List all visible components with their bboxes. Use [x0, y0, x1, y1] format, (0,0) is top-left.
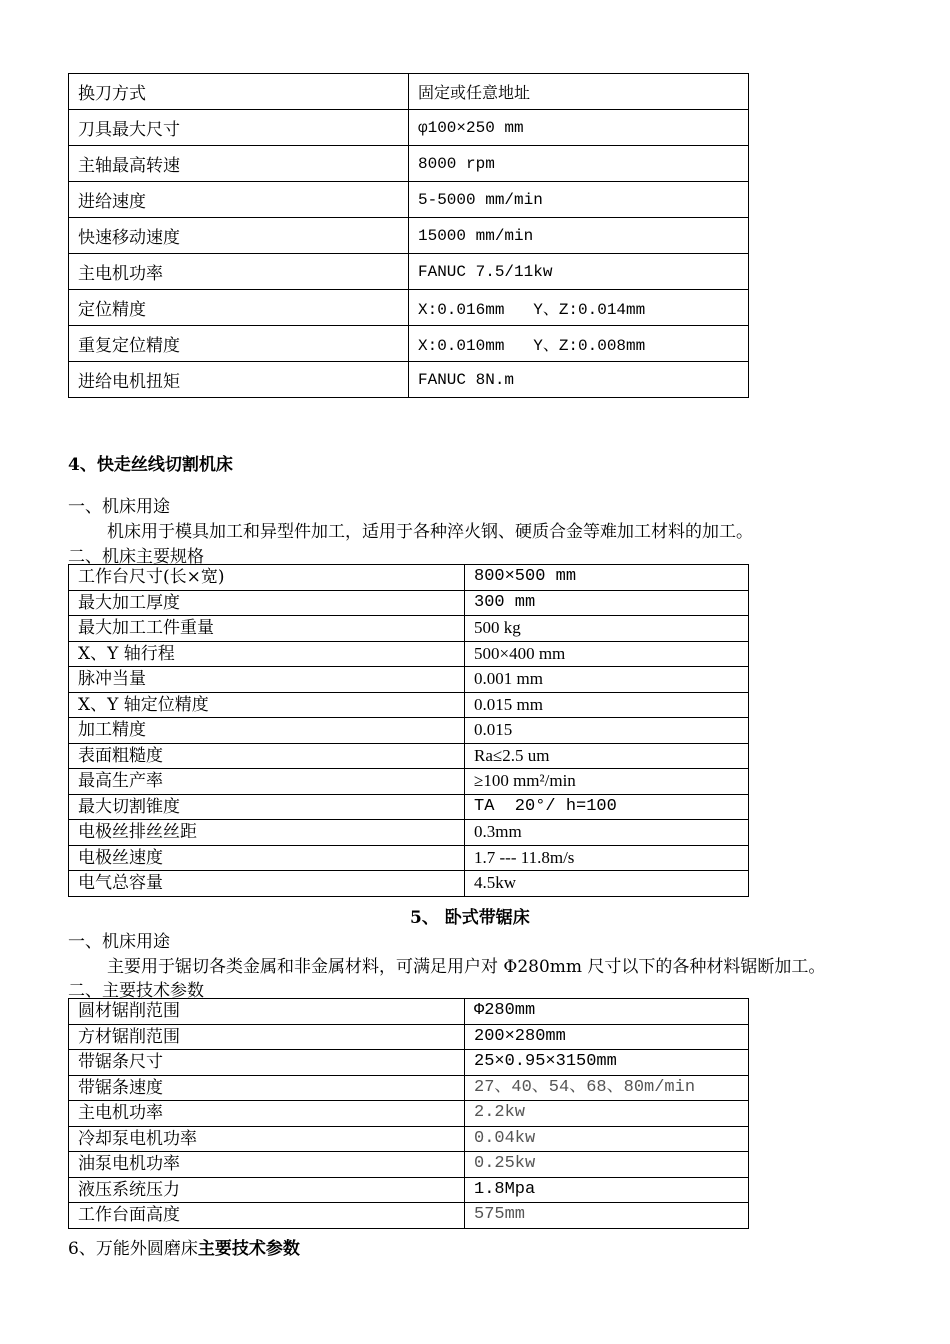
spec-label: 主电机功率 [69, 1101, 465, 1127]
spec-label: 主轴最高转速 [69, 146, 409, 182]
spec-label: 工作台尺寸(长×宽) [69, 565, 465, 591]
table-row [69, 999, 749, 1025]
table-row [69, 1050, 749, 1076]
table-row [69, 1203, 749, 1229]
table-row [69, 616, 749, 642]
spec-value: φ100×250 mm [409, 110, 749, 146]
spec-label: 液压系统压力 [69, 1177, 465, 1203]
table-row [69, 290, 749, 326]
spec-label: 冷却泵电机功率 [69, 1126, 465, 1152]
spec-label: X、Y 轴定位精度 [69, 692, 465, 718]
table-row [69, 1177, 749, 1203]
table-row [69, 1126, 749, 1152]
table-row [69, 110, 749, 146]
section-5-heading: 5、 卧式带锯床 [410, 908, 530, 928]
spec-value: FANUC 8N.m [409, 362, 749, 398]
table-row [69, 1024, 749, 1050]
spec-value: 5-5000 mm/min [409, 182, 749, 218]
spec-label: 表面粗糙度 [69, 743, 465, 769]
spec-label: 刀具最大尺寸 [69, 110, 409, 146]
table-row [69, 794, 749, 820]
machining-center-spec-table [68, 73, 749, 398]
spec-value: 15000 mm/min [409, 218, 749, 254]
spec-label: 电极丝排丝丝距 [69, 820, 465, 846]
spec-label: 脉冲当量 [69, 667, 465, 693]
spec-label: 主电机功率 [69, 254, 409, 290]
section-5-spec-heading: 二、主要技术参数 [68, 981, 204, 1001]
section-4-use-heading: 一、机床用途 [68, 497, 170, 517]
spec-value: FANUC 7.5/11kw [409, 254, 749, 290]
table-row [69, 218, 749, 254]
spec-label: 电极丝速度 [69, 845, 465, 871]
band-saw-spec-table [68, 998, 749, 1229]
section-5-use-text: 主要用于锯切各类金属和非金属材料，可满足用户对 Φ280mm 尺寸以下的各种材料锯断加工。 [107, 957, 826, 977]
spec-value: 0.25kw [465, 1152, 749, 1178]
spec-label: 工作台面高度 [69, 1203, 465, 1229]
spec-value: 4.5kw [465, 871, 749, 897]
table-row [69, 845, 749, 871]
table-row [69, 74, 749, 110]
table-row [69, 565, 749, 591]
spec-value: 固定或任意地址 [409, 74, 749, 110]
table-row [69, 254, 749, 290]
spec-value: 800×500 mm [465, 565, 749, 591]
section-5-use-heading: 一、机床用途 [68, 932, 170, 952]
spec-label: 换刀方式 [69, 74, 409, 110]
spec-label: 最大加工厚度 [69, 590, 465, 616]
spec-label: 最大切割锥度 [69, 794, 465, 820]
section-4-spec-heading: 二、机床主要规格 [68, 547, 204, 567]
table-row [69, 769, 749, 795]
table-row [69, 590, 749, 616]
table-row [69, 326, 749, 362]
section-4-heading: 4、快走丝线切割机床 [68, 455, 233, 475]
spec-value: 200×280mm [465, 1024, 749, 1050]
section-6-heading-bold: 主要技术参数 [197, 1239, 300, 1259]
spec-label: 最高生产率 [69, 769, 465, 795]
spec-label: 电气总容量 [69, 871, 465, 897]
spec-label: 进给电机扭矩 [69, 362, 409, 398]
spec-label: 快速移动速度 [69, 218, 409, 254]
section-4-use-text: 机床用于模具加工和异型件加工，适用于各种淬火钢、硬质合金等难加工材料的加工。 [107, 522, 753, 542]
spec-label: 带锯条速度 [69, 1075, 465, 1101]
spec-value: Ra≤2.5 um [465, 743, 749, 769]
spec-label: 定位精度 [69, 290, 409, 326]
spec-label: 最大加工工件重量 [69, 616, 465, 642]
spec-value: 2.2kw [465, 1101, 749, 1127]
spec-value: 500 kg [465, 616, 749, 642]
spec-label: 加工精度 [69, 718, 465, 744]
spec-label: 重复定位精度 [69, 326, 409, 362]
spec-value: 1.8Mpa [465, 1177, 749, 1203]
table-row [69, 146, 749, 182]
table-row [69, 1152, 749, 1178]
spec-value: 0.015 [465, 718, 749, 744]
table-row [69, 667, 749, 693]
spec-value: X:0.016mm Y、Z:0.014mm [409, 290, 749, 326]
wire-cut-spec-table [68, 564, 749, 897]
spec-value: 575mm [465, 1203, 749, 1229]
spec-value: 500×400 mm [465, 641, 749, 667]
spec-label: 方材锯削范围 [69, 1024, 465, 1050]
spec-label: X、Y 轴行程 [69, 641, 465, 667]
spec-value: 300 mm [465, 590, 749, 616]
table-row [69, 362, 749, 398]
table-row [69, 641, 749, 667]
table-row [69, 820, 749, 846]
spec-value: 8000 rpm [409, 146, 749, 182]
spec-value: 25×0.95×3150mm [465, 1050, 749, 1076]
table-row [69, 871, 749, 897]
spec-value: 0.3mm [465, 820, 749, 846]
spec-value: X:0.010mm Y、Z:0.008mm [409, 326, 749, 362]
spec-label: 带锯条尺寸 [69, 1050, 465, 1076]
table-row [69, 718, 749, 744]
spec-label: 圆材锯削范围 [69, 999, 465, 1025]
table-row [69, 182, 749, 218]
spec-value: 0.015 mm [465, 692, 749, 718]
spec-value: 0.04kw [465, 1126, 749, 1152]
spec-value: Φ280mm [465, 999, 749, 1025]
table-row [69, 1101, 749, 1127]
table-row [69, 743, 749, 769]
table-row [69, 1075, 749, 1101]
spec-value: ≥100 mm²/min [465, 769, 749, 795]
section-6-heading-prefix: 6、万能外圆磨床 [68, 1239, 198, 1259]
spec-value: 0.001 mm [465, 667, 749, 693]
spec-value: 1.7 --- 11.8m/s [465, 845, 749, 871]
section-6-heading [68, 1234, 300, 1259]
spec-label: 进给速度 [69, 182, 409, 218]
spec-label: 油泵电机功率 [69, 1152, 465, 1178]
table-row [69, 692, 749, 718]
spec-value: 27、40、54、68、80m/min [465, 1075, 749, 1101]
spec-value: TA 20°/ h=100 [465, 794, 749, 820]
